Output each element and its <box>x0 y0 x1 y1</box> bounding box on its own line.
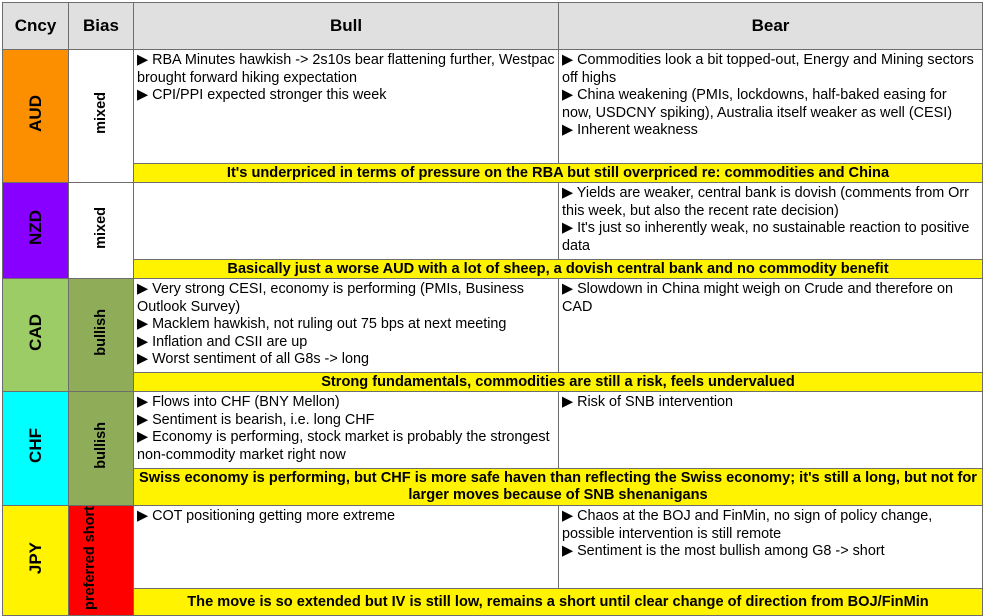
bull-cad <box>134 279 559 373</box>
bear-point: ▶ Yields are weaker, central bank is dovish (comments from Orr this week, but also the recent rate decision) <box>562 185 969 219</box>
row-chf <box>3 392 983 469</box>
bull-point: ▶ Sentiment is bearish, i.e. long CHF <box>137 411 375 428</box>
row-aud <box>3 50 983 164</box>
bull-nzd <box>134 183 559 260</box>
bear-point: ▶ It's just so inherently weak, no sustainable reaction to positive data <box>562 220 970 254</box>
currency-nzd <box>3 183 69 279</box>
bias-chf <box>69 392 134 506</box>
bias-jpy <box>69 506 134 616</box>
header-bias: Bias <box>69 3 134 50</box>
bias-label: preferred short <box>82 506 98 610</box>
currency-jpy <box>3 506 69 616</box>
currency-label: CAD <box>25 313 45 351</box>
bias-cad <box>69 279 134 392</box>
summary-row-jpy <box>3 588 983 616</box>
bear-jpy <box>559 506 983 589</box>
row-cad <box>3 279 983 373</box>
currency-label: NZD <box>25 210 45 246</box>
summary-jpy: The move is so extended but IV is still low, remains a short until clear change of direction from BOJ/FinMin <box>134 588 983 616</box>
bear-point: ▶ Commodities look a bit topped-out, Energy and Mining sectors off highs <box>562 52 974 86</box>
bear-point: ▶ Risk of SNB intervention <box>562 394 734 410</box>
bias-label: mixed <box>92 92 109 135</box>
summary-nzd: Basically just a worse AUD with a lot of sheep, a dovish central bank and no commodity benefit <box>134 260 983 279</box>
summary-row-chf <box>3 469 983 506</box>
bull-point: ▶ Worst sentiment of all G8s -> long <box>137 351 369 367</box>
bull-point: ▶ Inflation and CSII are up <box>137 333 308 350</box>
bias-label: bullish <box>92 308 109 356</box>
bias-aud <box>69 50 134 183</box>
summary-row-cad <box>3 373 983 392</box>
bias-label: mixed <box>92 206 109 249</box>
currency-label: JPY <box>25 541 45 575</box>
currency-label: AUD <box>25 94 45 132</box>
currency-label: CHF <box>25 428 45 464</box>
bear-point: ▶ Inherent weakness <box>562 122 698 138</box>
bull-chf <box>134 392 559 469</box>
row-nzd <box>3 183 983 260</box>
bear-nzd <box>559 183 983 260</box>
summary-row-aud <box>3 164 983 183</box>
currency-chf <box>3 392 69 506</box>
summary-row-nzd <box>3 260 983 279</box>
bull-jpy <box>134 506 559 589</box>
summary-chf: Swiss economy is performing, but CHF is more safe haven than reflecting the Swiss economy; it's still a long, but not for larger moves because of SNB shenanigans <box>134 469 983 506</box>
currency-aud <box>3 50 69 183</box>
bull-point: ▶ RBA Minutes hawkish -> 2s10s bear flattening further, Westpac brought forward hiking expectation <box>137 52 555 86</box>
bull-point: ▶ CPI/PPI expected stronger this week <box>137 87 387 103</box>
bull-point: ▶ Flows into CHF (BNY Mellon) <box>137 394 340 410</box>
header-bear: Bear <box>559 3 983 50</box>
bull-point: ▶ COT positioning getting more extreme <box>137 508 395 524</box>
bias-nzd <box>69 183 134 279</box>
row-jpy <box>3 506 983 589</box>
bias-label: bullish <box>92 422 109 470</box>
bear-point: ▶ China weakening (PMIs, lockdowns, half-baked easing for now, USDCNY spiking), Australia itself weaker as well (CESI) <box>562 87 953 121</box>
header-row <box>3 3 983 50</box>
bull-point: ▶ Economy is performing, stock market is probably the strongest non-commodity market right now <box>137 429 550 463</box>
bear-point: ▶ Chaos at the BOJ and FinMin, no sign of policy change, possible intervention is still remote <box>562 508 933 542</box>
bear-point: ▶ Sentiment is the most bullish among G8 -> short <box>562 543 885 559</box>
bear-chf <box>559 392 983 469</box>
bear-point: ▶ Slowdown in China might weigh on Crude and therefore on CAD <box>562 281 954 315</box>
bear-aud <box>559 50 983 164</box>
bull-aud <box>134 50 559 164</box>
header-currency: Cncy <box>3 3 69 50</box>
summary-cad: Strong fundamentals, commodities are still a risk, feels undervalued <box>134 373 983 392</box>
header-bull: Bull <box>134 3 559 50</box>
bull-point: ▶ Very strong CESI, economy is performing (PMIs, Business Outlook Survey) <box>137 281 524 315</box>
bull-point: ▶ Macklem hawkish, not ruling out 75 bps at next meeting <box>137 316 507 332</box>
currency-bias-table <box>2 2 983 616</box>
bear-cad <box>559 279 983 373</box>
currency-cad <box>3 279 69 392</box>
summary-aud: It's underpriced in terms of pressure on the RBA but still overpriced re: commodities and China <box>134 164 983 183</box>
